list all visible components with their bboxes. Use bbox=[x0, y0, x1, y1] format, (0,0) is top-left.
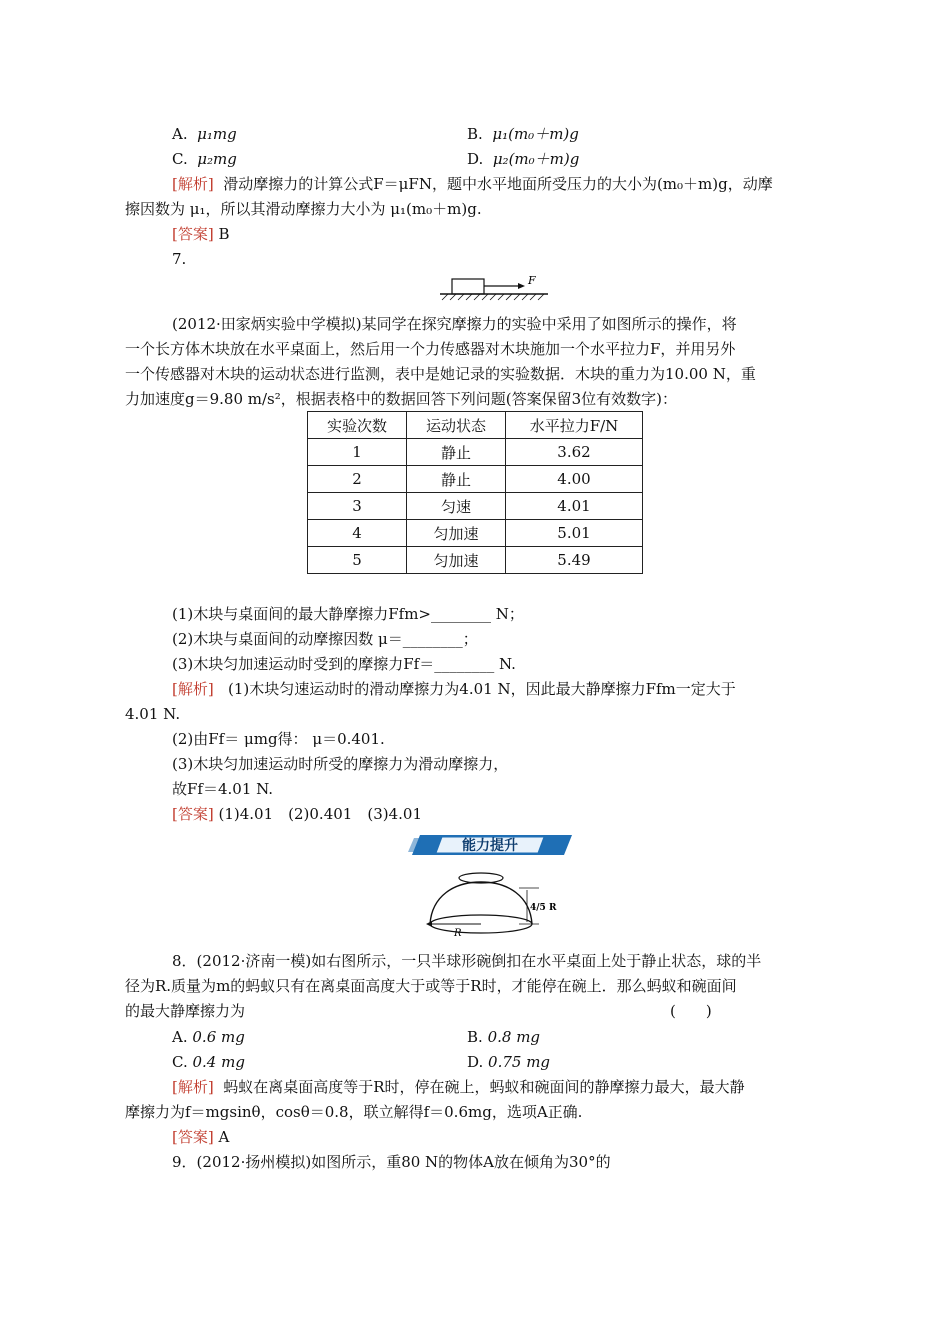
q7-question-3: (3)木块匀加速运动时受到的摩擦力Ff＝________ N. bbox=[172, 655, 516, 673]
answer-tag: [答案] bbox=[172, 805, 214, 823]
table-cell: 匀速 bbox=[407, 493, 506, 520]
q9-stem: 9．(2012·扬州模拟)如图所示，重80 N的物体A放在倾角为30°的 bbox=[172, 1153, 611, 1171]
q7-stem-line2: 一个长方体木块放在水平桌面上，然后用一个力传感器对木块施加一个水平拉力F，并用另外 bbox=[125, 340, 736, 358]
table-row bbox=[308, 493, 643, 520]
q6-analysis-line1: [解析] 滑动摩擦力的计算公式F＝μFN，题中水平地面所受压力的大小为(m₀＋m)g，动摩 bbox=[172, 175, 773, 193]
q8-stem-line3: 的最大静摩擦力为 bbox=[125, 1002, 246, 1020]
q6-answer: [答案] B bbox=[172, 225, 230, 243]
table-cell: 3.62 bbox=[506, 439, 643, 466]
force-label: F bbox=[528, 274, 536, 287]
table-cell: 静止 bbox=[407, 466, 506, 493]
block-force-figure bbox=[436, 274, 552, 304]
table-cell: 1 bbox=[308, 439, 407, 466]
table-header: 水平拉力F/N bbox=[506, 412, 643, 439]
table-cell: 3 bbox=[308, 493, 407, 520]
q7-number: 7. bbox=[172, 250, 187, 268]
experiment-table bbox=[307, 411, 643, 574]
table-header-row bbox=[308, 412, 643, 439]
table-header: 实验次数 bbox=[308, 412, 407, 439]
q7-analysis-line5: 故Ff＝4.01 N. bbox=[172, 780, 274, 798]
q8-stem-line1: 8．(2012·济南一模)如右图所示，一只半球形碗倒扣在水平桌面上处于静止状态，球的半 bbox=[172, 952, 762, 970]
q8-option-b: B. 0.8 mg bbox=[467, 1028, 541, 1046]
table-row bbox=[308, 439, 643, 466]
q7-question-1: (1)木块与桌面间的最大静摩擦力Ffm>________ N； bbox=[172, 605, 524, 623]
table-row bbox=[308, 466, 643, 493]
q7-analysis-line4: (3)木块匀加速运动时所受的摩擦力为滑动摩擦力， bbox=[172, 755, 509, 773]
q6-analysis-line2: 擦因数为 μ₁，所以其滑动摩擦力大小为 μ₁(m₀＋m)g. bbox=[125, 200, 482, 218]
hemisphere-bowl-figure bbox=[424, 868, 557, 942]
q7-analysis-line3: (2)由Ff＝ μmg得： μ＝0.401. bbox=[172, 730, 385, 748]
q7-analysis-line2: 4.01 N. bbox=[125, 705, 181, 723]
q8-option-c: C. 0.4 mg bbox=[172, 1053, 245, 1071]
section-banner bbox=[412, 832, 572, 858]
radius-label: R bbox=[454, 928, 462, 939]
q6-option-a: A. μ₁mg bbox=[172, 125, 237, 143]
q7-stem-line4: 力加速度g＝9.80 m/s²，根据表格中的数据回答下列问题(答案保留3位有效数字)： bbox=[125, 390, 678, 408]
answer-tag: [答案] bbox=[172, 1128, 214, 1146]
table-row bbox=[308, 520, 643, 547]
analysis-tag: [解析] bbox=[172, 1078, 214, 1096]
q8-option-a: A. 0.6 mg bbox=[172, 1028, 245, 1046]
table-cell: 匀加速 bbox=[407, 520, 506, 547]
q8-option-d: D. 0.75 mg bbox=[467, 1053, 551, 1071]
q7-stem-line1: (2012·田家炳实验中学模拟)某同学在探究摩擦力的实验中采用了如图所示的操作，将 bbox=[172, 315, 737, 333]
q8-answer-blank: ( ) bbox=[670, 1002, 712, 1020]
analysis-tag: [解析] bbox=[172, 680, 214, 698]
q7-stem-line3: 一个传感器对木块的运动状态进行监测，表中是她记录的实验数据．木块的重力为10.00 N，重 bbox=[125, 365, 756, 383]
table-row bbox=[308, 547, 643, 574]
table-cell: 静止 bbox=[407, 439, 506, 466]
table-cell: 4 bbox=[308, 520, 407, 547]
q8-answer: [答案] A bbox=[172, 1128, 230, 1146]
table-cell: 2 bbox=[308, 466, 407, 493]
q8-analysis-line2: 摩擦力为f＝mgsinθ，cosθ＝0.8，联立解得f＝0.6mg，选项A正确. bbox=[125, 1103, 583, 1121]
q8-analysis-line1: [解析] 蚂蚁在离桌面高度等于R时，停在碗上，蚂蚁和碗面间的静摩擦力最大，最大静 bbox=[172, 1078, 745, 1096]
wooden-block bbox=[452, 279, 484, 294]
q8-stem-line2: 径为R.质量为m的蚂蚁只有在离桌面高度大于或等于R时，才能停在碗上．那么蚂蚁和碗面间 bbox=[125, 977, 737, 995]
section-banner-text: 能力提升 bbox=[462, 838, 518, 854]
height-label: 4/5 R bbox=[530, 903, 557, 913]
table-cell: 4.00 bbox=[506, 466, 643, 493]
table-cell: 5 bbox=[308, 547, 407, 574]
q7-answer: [答案] (1)4.01 (2)0.401 (3)4.01 bbox=[172, 805, 422, 823]
table-header: 运动状态 bbox=[407, 412, 506, 439]
q7-question-2: (2)木块与桌面间的动摩擦因数 μ＝________； bbox=[172, 630, 478, 648]
q6-option-b: B. μ₁(m₀＋m)g bbox=[467, 125, 579, 143]
answer-tag: [答案] bbox=[172, 225, 214, 243]
table-cell: 匀加速 bbox=[407, 547, 506, 574]
table-cell: 5.01 bbox=[506, 520, 643, 547]
table-cell: 5.49 bbox=[506, 547, 643, 574]
analysis-tag: [解析] bbox=[172, 175, 214, 193]
q7-analysis-line1: [解析] (1)木块匀速运动时的滑动摩擦力为4.01 N，因此最大静摩擦力Ffm一定大于 bbox=[172, 680, 736, 698]
q6-option-d: D. μ₂(m₀＋m)g bbox=[467, 150, 580, 168]
q6-option-c: C. μ₂mg bbox=[172, 150, 237, 168]
table-cell: 4.01 bbox=[506, 493, 643, 520]
